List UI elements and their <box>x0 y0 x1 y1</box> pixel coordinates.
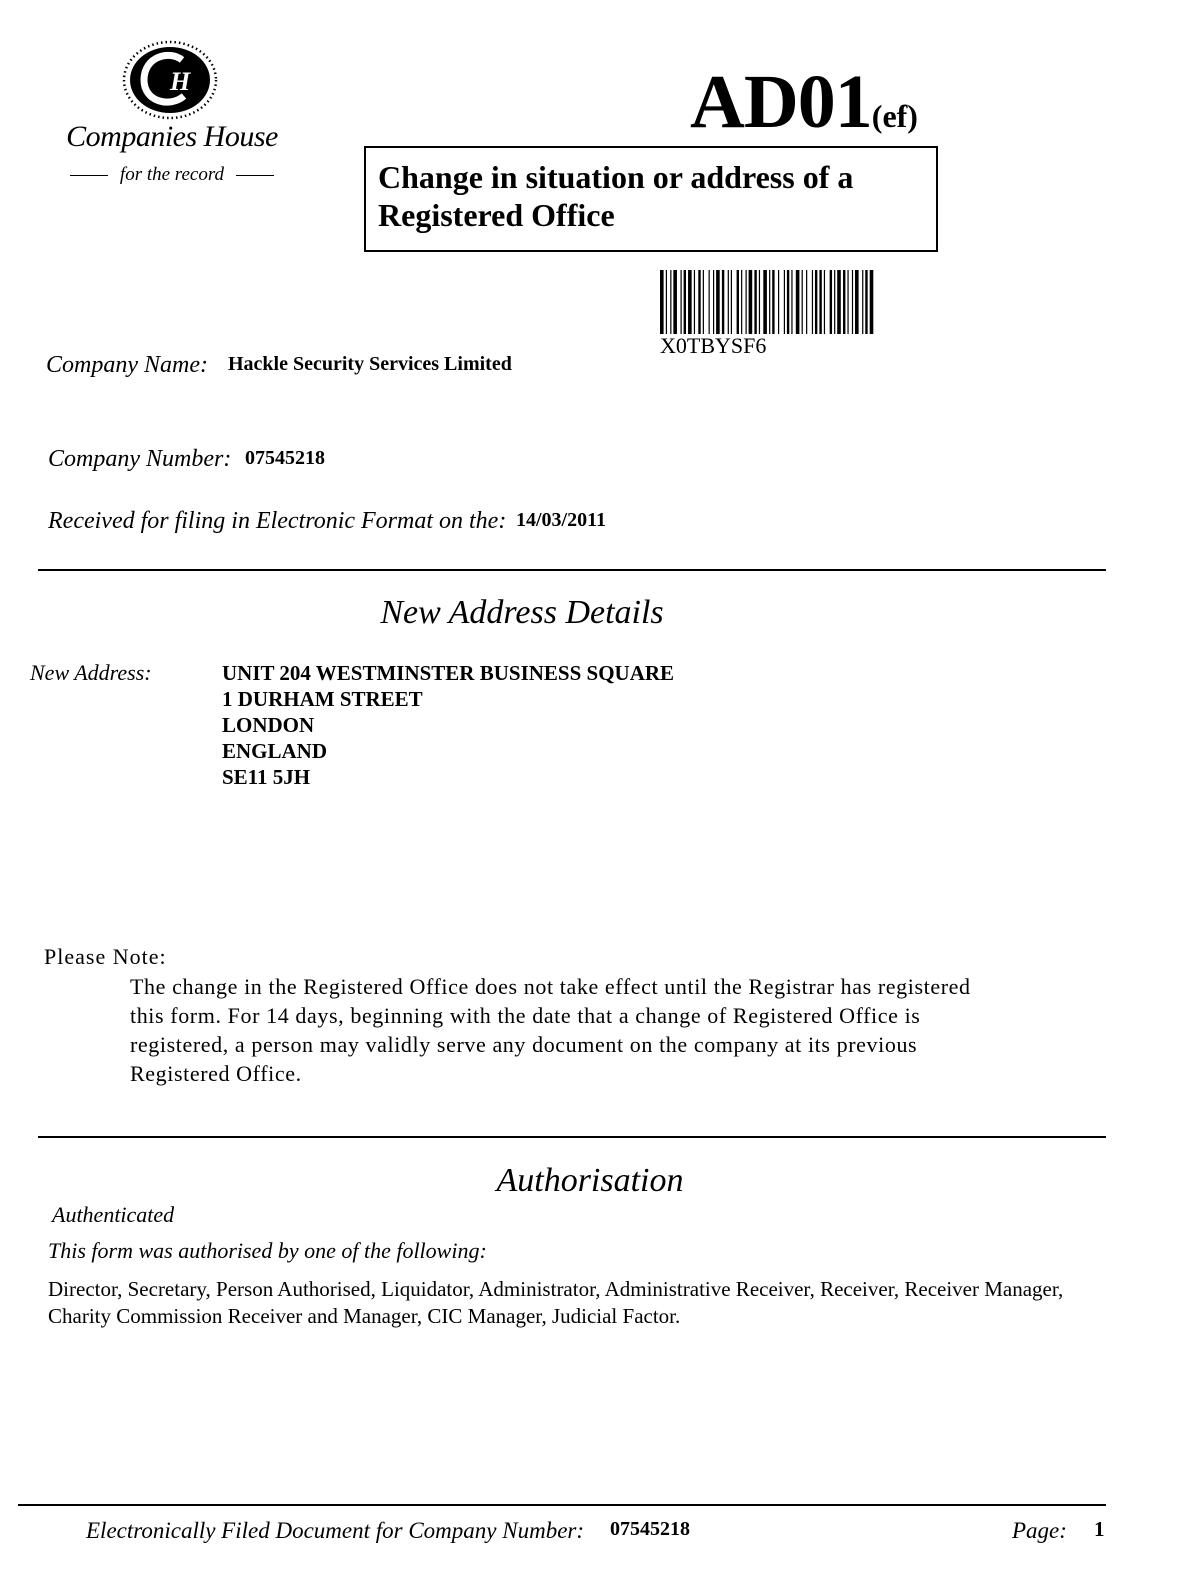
new-address-lines <box>222 660 674 790</box>
form-title-box <box>364 146 938 252</box>
logo-name: Companies House <box>66 120 278 153</box>
address-line: ENGLAND <box>222 739 328 763</box>
new-address-heading: New Address Details <box>380 594 664 631</box>
footer-divider <box>18 1504 1106 1506</box>
authorisation-status: Authenticated <box>52 1202 175 1227</box>
divider <box>38 569 1106 571</box>
barcode-text: X0TBYSF6 <box>660 333 767 358</box>
authorisation-heading: Authorisation <box>496 1162 684 1199</box>
companies-house-emblem-icon <box>122 40 218 120</box>
logo-tagline: for the record <box>52 164 292 186</box>
company-name-value: Hackle Security Services Limited <box>228 353 512 375</box>
received-label: Received for filing in Electronic Format on the: <box>48 508 507 534</box>
new-address-label: New Address: <box>30 660 152 685</box>
divider <box>38 1136 1106 1138</box>
companies-house-logo <box>52 40 292 200</box>
address-line: UNIT 204 WESTMINSTER BUSINESS SQUARE <box>222 661 675 685</box>
footer-page-label: Page: <box>1012 1518 1067 1543</box>
authorisation-intro: This form was authorised by one of the following: <box>48 1238 487 1263</box>
address-line: SE11 5JH <box>222 765 311 789</box>
note-label: Please Note: <box>44 944 167 969</box>
form-code <box>690 60 918 144</box>
company-number-row <box>48 446 231 473</box>
form-title-line-1: Change in situation or address of a <box>378 159 854 195</box>
company-number-label: Company Number: <box>48 446 232 472</box>
address-line: 1 DURHAM STREET <box>222 687 423 711</box>
footer-label: Electronically Filed Document for Company Number: <box>86 1518 585 1543</box>
address-line: LONDON <box>222 713 315 737</box>
footer-page-number: 1 <box>1094 1517 1105 1541</box>
footer-company-number: 07545218 <box>610 1518 690 1540</box>
form-title <box>378 158 928 234</box>
company-number-value: 07545218 <box>245 447 325 469</box>
svg-text:H: H <box>170 67 191 96</box>
note-text: The change in the Registered Office does not take effect until the Registrar has registered this form. For 14 days, beginning with the date that a change of Registered Office is registered, a person may validly serve any document on the company at its previous Registered Office. <box>130 974 971 1086</box>
company-name-row <box>46 352 208 379</box>
barcode-icon <box>660 270 985 334</box>
form-title-line-2: Registered Office <box>378 197 615 233</box>
form-code-main: AD01 <box>690 60 872 144</box>
received-row <box>48 508 506 535</box>
authorisation-list: Director, Secretary, Person Authorised, Liquidator, Administrator, Administrative Receiver, Receiver, Receiver Manager, Charity Commission Receiver and Manager, CIC Manager, Judicial Factor. <box>48 1277 1064 1328</box>
company-name-label: Company Name: <box>46 352 208 378</box>
received-value: 14/03/2011 <box>516 509 607 531</box>
form-code-suffix: (ef) <box>871 98 918 134</box>
